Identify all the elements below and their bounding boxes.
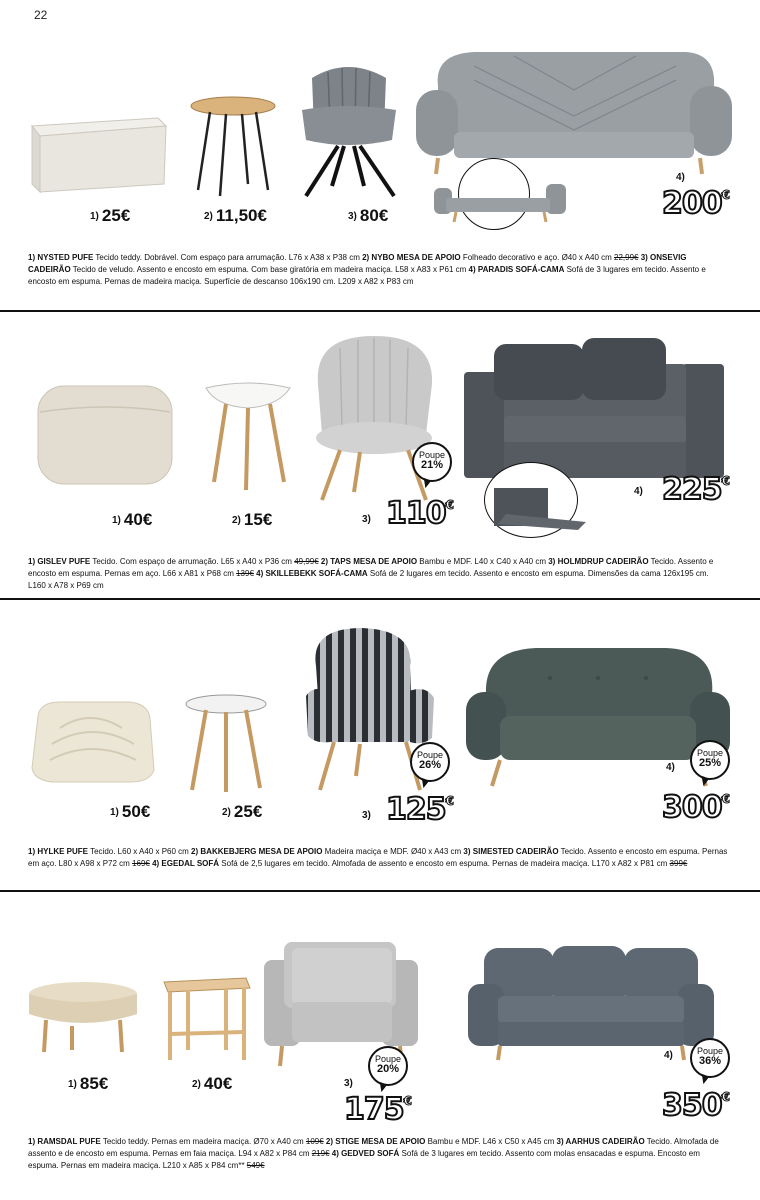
product-name: 3) ONSEVIG CADEIRÃO: [28, 253, 687, 274]
product-name: 2) TAPS MESA DE APOIO: [318, 557, 418, 566]
label-egedal: 4): [666, 762, 675, 773]
price-paradis: 200€: [662, 186, 729, 221]
discount-badge-holmdrup: Poupe 21%: [412, 442, 452, 482]
hylke-pouf-image: [30, 698, 156, 784]
product-name: 3) SIMESTED CADEIRÃO: [463, 847, 559, 856]
price-gislev: 1) 40€: [112, 510, 153, 529]
description-text: Sofá de 3 lugares em tecido. Assento com molas ensacadas e espuma. Encosto em espuma. Pernas em madeira maciça. L210 x A85 x P84 cm**: [28, 1149, 700, 1170]
price-onsevig: 3) 80€: [348, 206, 389, 225]
section-4: [0, 892, 760, 1200]
description-text: Folheado decorativo e aço. Ø40 x A40 cm: [460, 253, 615, 262]
product-name: 2) BAKKEBJERG MESA DE APOIO: [191, 847, 323, 856]
old-price: 49,99€: [294, 557, 319, 566]
description-section-3: [28, 846, 728, 870]
description-text: Tecido. Assento e encosto em espuma. Pernas em aço. L66 x A81 x P68 cm: [28, 557, 714, 578]
gedved-sofa-image: [468, 944, 714, 1062]
description-text: Tecido teddy. Pernas em madeira maciça. Ø70 x A40 cm: [100, 1137, 306, 1146]
product-name: 4) EGEDAL SOFÁ: [149, 859, 220, 868]
description-text: Sofá de 3 lugares em tecido. Assento e encosto em espuma. Pernas de madeira maciça. Superfície de descanso 106x190 cm. L209 x A82 x P83 cm: [28, 265, 706, 286]
price-holmdrup: 110€: [386, 496, 453, 531]
description-text: Tecido teddy. Dobrável. Com espaço para arrumação. L76 x A38 x P38 cm: [93, 253, 363, 262]
description-text: Tecido. Com espaço de arrumação. L65 x A40 x P36 cm: [90, 557, 295, 566]
nysted-pouf-image: [28, 112, 168, 194]
gislev-pouf-image: [36, 382, 176, 488]
price-nysted: 1) 25€: [90, 206, 131, 225]
description-text: Tecido. Assento e encosto em espuma. Pernas em aço. L80 x A98 x P72 cm: [28, 847, 728, 868]
product-name: 1) GISLEV PUFE: [28, 557, 91, 566]
description-section-4: [28, 1136, 728, 1172]
description-text: Sofá de 2,5 lugares em tecido. Almofada de assento e encosto em espuma. Pernas de madeira maciça. L170 x A82 x P81 cm: [219, 859, 670, 868]
nybo-side-table-image: [188, 94, 278, 199]
discount-badge-simested: Poupe 26%: [410, 742, 450, 782]
product-name: 4) PARADIS SOFÁ-CAMA: [468, 265, 565, 274]
price-skillebekk: 225€: [662, 472, 729, 507]
price-egedal: 300€: [662, 790, 729, 825]
label-simested: 3): [362, 810, 371, 821]
section-3: [0, 600, 760, 892]
product-name: 3) HOLMDRUP CADEIRÃO: [548, 557, 649, 566]
product-name: 4) GEDVED SOFÁ: [329, 1149, 400, 1158]
price-aarhus: 175€: [344, 1092, 411, 1127]
old-price: 549€: [246, 1161, 265, 1170]
product-name: 2) STIGE MESA DE APOIO: [323, 1137, 426, 1146]
product-name: 4) SKILLEBEKK SOFÁ-CAMA: [253, 569, 368, 578]
paradis-sofa-bed-image: [414, 46, 734, 176]
old-price: 399€: [669, 859, 688, 868]
price-ramsdal: 1) 85€: [68, 1074, 109, 1093]
label-holmdrup: 3): [362, 514, 371, 525]
ramsdal-pouf-image: [26, 980, 140, 1056]
stige-side-table-image: [160, 976, 252, 1062]
discount-badge-gedved: Poupe 36%: [690, 1038, 730, 1078]
section-1: [0, 0, 760, 312]
discount-badge-aarhus: Poupe 20%: [368, 1046, 408, 1086]
bakkebjerg-side-table-image: [184, 692, 270, 794]
label-gedved: 4): [664, 1050, 673, 1061]
product-name: 1) HYLKE PUFE: [28, 847, 89, 856]
description-text: Sofá de 2 lugares em tecido. Assento e encosto em espuma. Dimensões da cama 126x195 cm. L160 x A78 x P69 cm: [28, 569, 709, 590]
onsevig-armchair-image: [298, 58, 400, 200]
label-skillebekk: 4): [634, 486, 643, 497]
section-2: [0, 312, 760, 600]
old-price: 219€: [311, 1149, 330, 1158]
price-nybo: 2) 11,50€: [204, 206, 267, 225]
product-name: 1) RAMSDAL PUFE: [28, 1137, 101, 1146]
sofa-bed-flat-image: [432, 178, 568, 224]
description-section-1: [28, 252, 728, 288]
price-stige: 2) 40€: [192, 1074, 233, 1093]
price-gedved: 350€: [662, 1088, 729, 1123]
page-number: 22: [34, 8, 48, 22]
product-name: 1) NYSTED PUFE: [28, 253, 94, 262]
label-paradis: 4): [676, 172, 685, 183]
old-price: 139€: [236, 569, 254, 578]
skillebekk-sofa-bed-image: [464, 334, 726, 480]
price-bakkebjerg: 2) 25€: [222, 802, 263, 821]
taps-side-table-image: [202, 382, 294, 494]
sofa-bed-2-open-image: [492, 486, 588, 532]
old-price: 109€: [305, 1137, 324, 1146]
discount-badge-egedal: Poupe 25%: [690, 740, 730, 780]
description-text: Tecido de veludo. Assento e encosto em espuma. Com base giratória em madeira maciça. L58 x A83 x P61 cm: [70, 265, 469, 274]
old-price: 169€: [132, 859, 150, 868]
description-text: Tecido. L60 x A40 x P60 cm: [88, 847, 192, 856]
description-section-2: [28, 556, 728, 592]
description-text: Tecido. Almofada de assento e de encosto em espuma. Pernas em faia maciça. L94 x A82 x P84 cm: [28, 1137, 719, 1158]
label-aarhus: 3): [344, 1078, 353, 1089]
description-text: Bambu e MDF. L40 x C40 x A40 cm: [417, 557, 549, 566]
price-taps: 2) 15€: [232, 510, 273, 529]
price-simested: 125€: [386, 792, 453, 827]
description-text: Madeira maciça e MDF. Ø40 x A43 cm: [322, 847, 464, 856]
old-price: 22,99€: [614, 253, 639, 262]
price-hylke: 1) 50€: [110, 802, 151, 821]
product-name: 3) AARHUS CADEIRÃO: [556, 1137, 645, 1146]
description-text: Bambu e MDF. L46 x C50 x A45 cm: [425, 1137, 557, 1146]
product-name: 2) NYBO MESA DE APOIO: [362, 253, 461, 262]
